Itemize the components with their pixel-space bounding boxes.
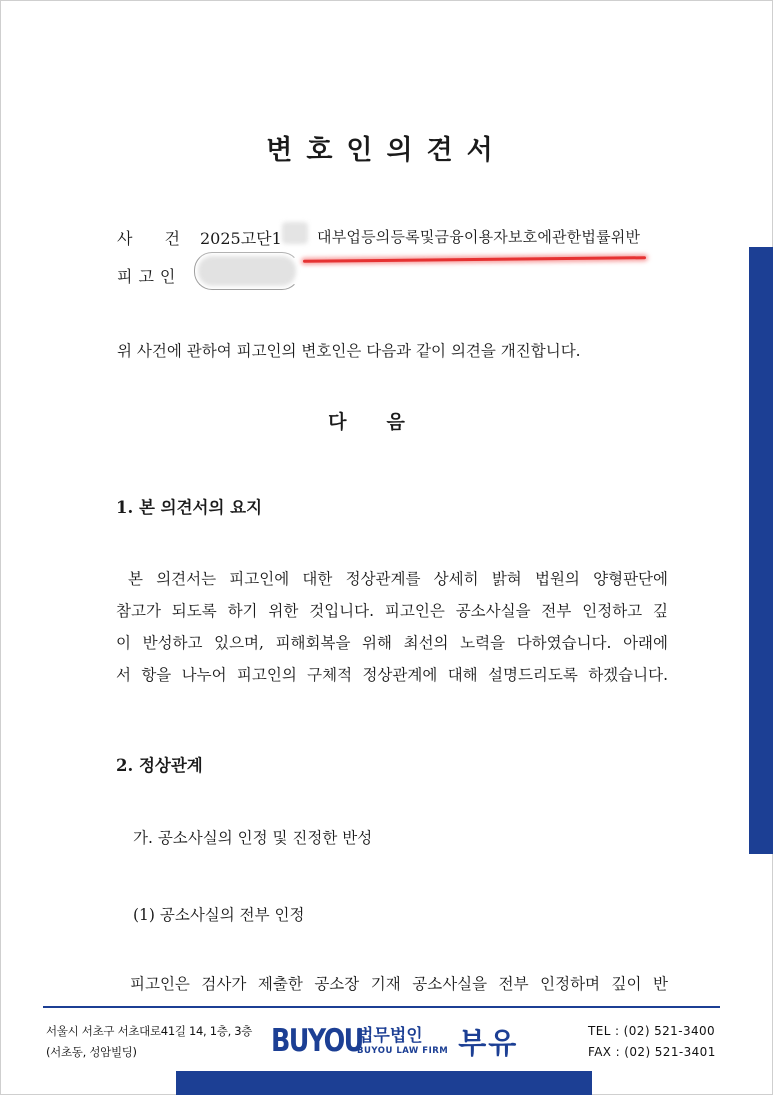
footer-divider [43, 1006, 720, 1008]
fax-number: FAX : (02) 521-3401 [588, 1045, 716, 1059]
tel-number: TEL : (02) 521-3400 [588, 1024, 716, 1038]
case-label: 사건 [117, 229, 212, 248]
defendant-label: 피고인 [117, 267, 182, 286]
case-number: 2025고단1 [200, 229, 282, 248]
logo-firm-name: 부유 [458, 1025, 519, 1060]
logo-korean: 법무법인 [357, 1026, 423, 1046]
section1-line: 참고가 되도록 하기 위한 것입니다. 피고인은 공소사실을 전부 인정하고 깊 [116, 602, 668, 620]
section1-line: 서 항을 나누어 피고인의 구체적 정상관계에 대해 설명드리도록 하겠습니다. [116, 666, 668, 684]
section1-line: 본 의견서는 피고인에 대한 정상관계를 상세히 밝혀 법원의 양형판단에 [128, 570, 668, 588]
center-heading: 다음 [328, 411, 445, 433]
section1-line: 이 반성하고 있으며, 피해회복을 위해 최선의 노력을 다하였습니다. 아래에 [116, 634, 668, 652]
logo-mark: BUYOU [271, 1023, 363, 1059]
side-accent-bar [749, 247, 773, 854]
redacted-defendant-name [198, 256, 296, 286]
redacted-case-digits [282, 222, 308, 244]
document-title: 변호인의견서 [266, 135, 507, 166]
case-name: 대부업등의등록및금융이용자보호에관한법률위반 [317, 228, 641, 246]
logo-text [357, 1026, 448, 1056]
bottom-accent-bar [176, 1071, 592, 1095]
footer-address [46, 1021, 252, 1063]
address-line-2: (서초동, 성암빌딩) [46, 1045, 137, 1059]
subsection-1-heading: (1) 공소사실의 전부 인정 [133, 906, 305, 924]
section2-heading: 2. 정상관계 [116, 756, 203, 775]
logo-english: BUYOU LAW FIRM [357, 1046, 449, 1056]
address-line-1: 서울시 서초구 서초대로41길 14, 1층, 3층 [46, 1024, 253, 1038]
section1-heading: 1. 본 의견서의 요지 [116, 498, 263, 517]
subsection-a-heading: 가. 공소사실의 인정 및 진정한 반성 [133, 829, 373, 847]
footer-contact [588, 1021, 716, 1063]
continuation-line: 피고인은 검사가 제출한 공소장 기재 공소사실을 전부 인정하며 깊이 반 [130, 975, 668, 993]
intro-text: 위 사건에 관하여 피고인의 변호인은 다음과 같이 의견을 개진합니다. [117, 342, 581, 360]
law-firm-logo [271, 1014, 518, 1068]
section1-body [116, 563, 668, 691]
